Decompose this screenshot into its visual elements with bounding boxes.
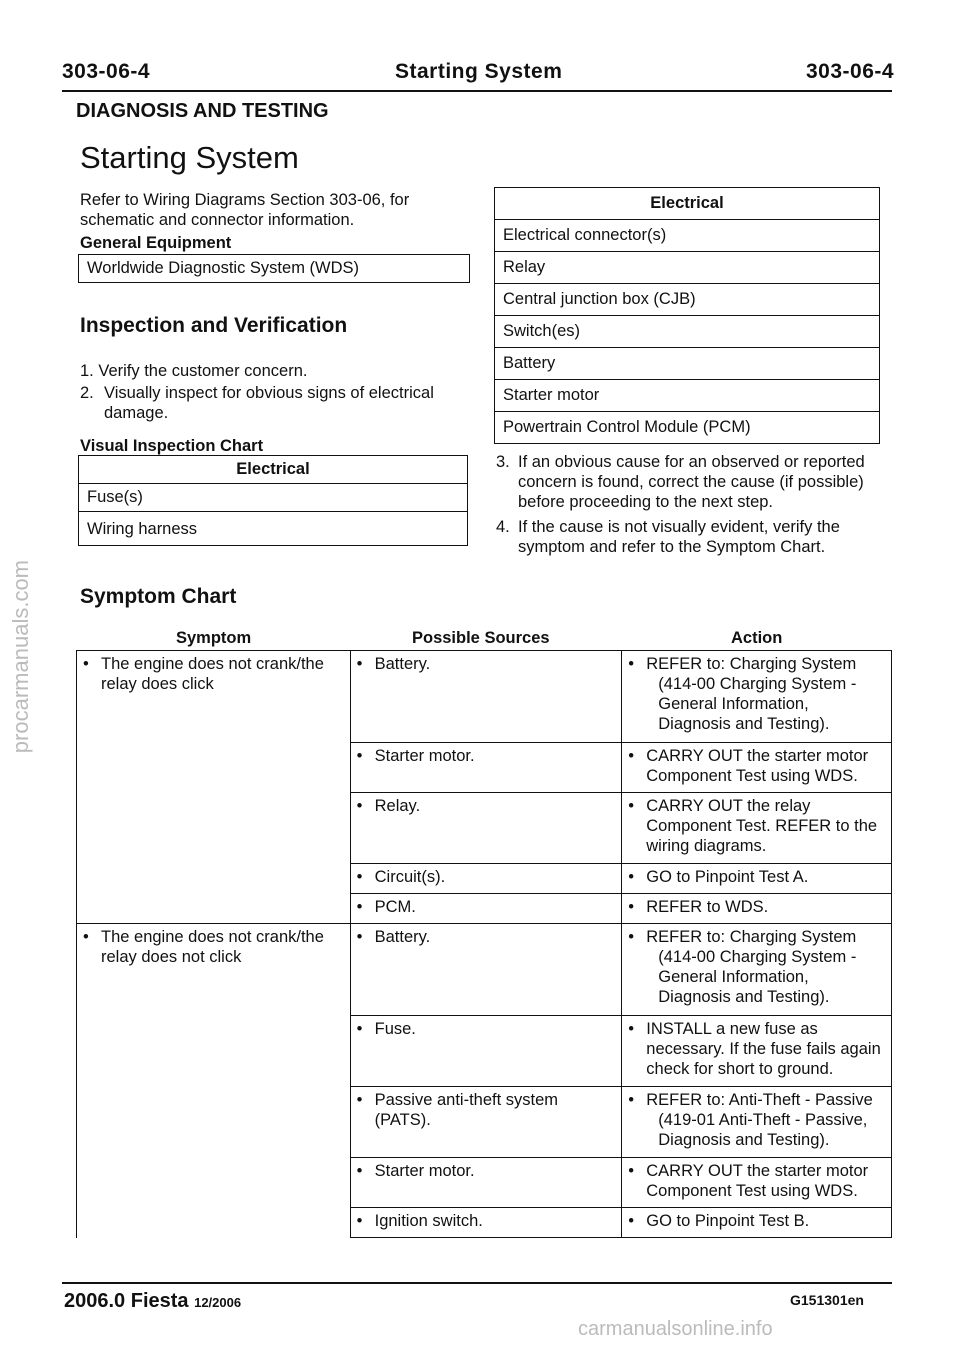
table-row — [77, 924, 892, 1016]
table-row: Wiring harness — [79, 512, 468, 546]
symptom-table — [76, 650, 892, 1238]
action-cell: • REFER to: Charging System (414-00 Charging System - General Information, Diagnosis and Testing). — [622, 651, 892, 743]
symptom-text: The engine does not crank/the relay does not click — [101, 928, 324, 966]
footer-code: G151301en — [790, 1292, 864, 1308]
step-number: 3. — [496, 453, 510, 471]
column-header-action: Action — [731, 629, 783, 647]
inspection-step-1 — [80, 361, 470, 381]
visual-inspection-table-left — [78, 455, 468, 546]
source-cell: • Battery. — [350, 651, 622, 743]
symptom-cell: • The engine does not crank/the relay does click — [77, 651, 351, 924]
step-number: 4. — [496, 518, 510, 536]
action-cell: • CARRY OUT the starter motor Component Test using WDS. — [622, 743, 892, 793]
bottom-watermark: carmanualsonline.info — [578, 1318, 773, 1340]
step-number: 2. — [80, 384, 94, 402]
source-cell: • Circuit(s). — [350, 864, 622, 894]
step-number: 1. — [80, 362, 94, 380]
header-title: Starting System — [395, 60, 563, 83]
source-cell: • Starter motor. — [350, 743, 622, 793]
source-cell: • PCM. — [350, 894, 622, 924]
footer-rule — [62, 1282, 892, 1284]
inspection-step-2 — [80, 383, 470, 423]
table-row: Switch(es) — [495, 316, 880, 348]
visual-inspection-chart-heading: Visual Inspection Chart — [80, 437, 264, 455]
step-text: If the cause is not visually evident, verify the symptom and refer to the Symptom Chart. — [518, 518, 840, 556]
table-row: Powertrain Control Module (PCM) — [495, 412, 880, 444]
general-equipment-item: Worldwide Diagnostic System (WDS) — [79, 255, 470, 283]
general-equipment-heading: General Equipment — [80, 234, 232, 252]
header-code-left: 303-06-4 — [62, 60, 151, 83]
footer-date: 12/2006 — [194, 1295, 242, 1310]
table-row: Battery — [495, 348, 880, 380]
symptom-text: The engine does not crank/the relay does click — [101, 655, 324, 693]
table-row: Central junction box (CJB) — [495, 284, 880, 316]
intro-text: Refer to Wiring Diagrams Section 303-06, for schematic and connector information. — [80, 191, 410, 229]
header-rule — [62, 90, 892, 92]
table-header: Electrical — [495, 188, 880, 220]
step-text: Visually inspect for obvious signs of electrical damage. — [104, 384, 434, 422]
symptom-chart-heading: Symptom Chart — [80, 585, 237, 608]
action-cell: • GO to Pinpoint Test B. — [622, 1208, 892, 1238]
table-header: Electrical — [79, 456, 468, 484]
side-watermark: procarmanuals.com — [8, 560, 33, 754]
source-cell: • Starter motor. — [350, 1158, 622, 1208]
action-cell: • GO to Pinpoint Test A. — [622, 864, 892, 894]
action-cell: • INSTALL a new fuse as necessary. If the fuse fails again check for short to ground. — [622, 1016, 892, 1087]
source-cell: • Fuse. — [350, 1016, 622, 1087]
action-cell: • CARRY OUT the starter motor Component Test using WDS. — [622, 1158, 892, 1208]
symptom-cell: • The engine does not crank/the relay does not click — [77, 924, 351, 1238]
source-cell: • Ignition switch. — [350, 1208, 622, 1238]
action-cell: • REFER to: Charging System (414-00 Charging System - General Information, Diagnosis and Testing). — [622, 924, 892, 1016]
action-cell: • CARRY OUT the relay Component Test. REFER to the wiring diagrams. — [622, 793, 892, 864]
table-row: Electrical connector(s) — [495, 220, 880, 252]
table-row: Starter motor — [495, 380, 880, 412]
source-cell: • Relay. — [350, 793, 622, 864]
inspection-heading: Inspection and Verification — [80, 314, 348, 337]
column-header-sources: Possible Sources — [412, 629, 550, 647]
table-row: Relay — [495, 252, 880, 284]
source-cell: • Passive anti-theft system (PATS). — [350, 1087, 622, 1158]
action-cell: • REFER to WDS. — [622, 894, 892, 924]
page-title: Starting System — [80, 140, 299, 175]
general-equipment-table — [78, 254, 470, 283]
action-cell: • REFER to: Anti-Theft - Passive (419-01 Anti-Theft - Passive, Diagnosis and Testing). — [622, 1087, 892, 1158]
footer-model: 2006.0 Fiesta 12/2006 — [64, 1290, 242, 1312]
header-code-right: 303-06-4 — [806, 60, 895, 83]
visual-inspection-table-right — [494, 187, 880, 444]
step-text: Verify the customer concern. — [98, 362, 308, 380]
section-title: DIAGNOSIS AND TESTING — [76, 100, 329, 122]
table-row: Fuse(s) — [79, 484, 468, 512]
table-row — [77, 651, 892, 743]
inspection-step-3 — [496, 452, 888, 512]
inspection-step-4 — [496, 517, 888, 557]
step-text: If an obvious cause for an observed or reported concern is found, correct the cause (if possible) before proceeding to the next step. — [518, 453, 865, 511]
source-cell: • Battery. — [350, 924, 622, 1016]
column-header-symptom: Symptom — [176, 629, 252, 647]
